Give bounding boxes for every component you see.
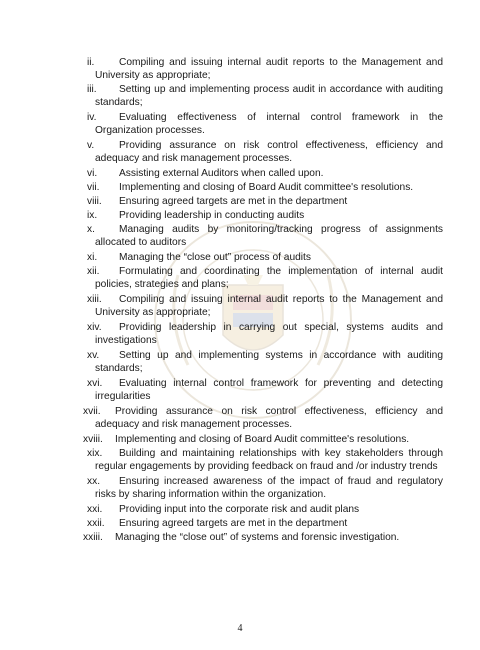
list-item: v. Providing assurance on risk control effectiveness, efficiency and adequacy and risk management processes. (87, 140, 443, 165)
list-item: xvii. Providing assurance on risk control effectiveness, efficiency and adequacy and risk management processes. (83, 406, 443, 431)
list-item: xv. Setting up and implementing systems in accordance with auditing standards; (87, 350, 443, 375)
list-item: iv. Evaluating effectiveness of internal control framework in the Organization processes. (87, 112, 443, 137)
page-number: 4 (237, 623, 243, 634)
list-item: iii. Setting up and implementing process audit in accordance with auditing standards; (87, 84, 443, 109)
list-item: viii. Ensuring agreed targets are met in the department (87, 196, 348, 207)
list-item: vi. Assisting external Auditors when called upon. (87, 168, 324, 179)
list-item: ix. Providing leadership in conducting audits (87, 210, 305, 221)
list-item: xxi. Providing input into the corporate risk and audit plans (87, 504, 360, 515)
list-item: xxii. Ensuring agreed targets are met in the department (87, 518, 348, 529)
list-item: xix. Building and maintaining relationships with key stakeholders through regular engagements by providing feedback on fraud and /or industry trends (87, 448, 443, 473)
list-item: vii. Implementing and closing of Board Audit committee's resolutions. (87, 182, 414, 193)
list-item: xiv. Providing leadership in carrying out special, systems audits and investigations (87, 322, 443, 347)
list-item: xii. Formulating and coordinating the implementation of internal audit policies, strategies and plans; (87, 266, 443, 291)
list-item: xi. Managing the “close out” process of audits (87, 252, 311, 263)
list-item: xvi. Evaluating internal control framework for preventing and detecting irregularities (87, 378, 443, 403)
list-item: x. Managing audits by monitoring/tracking progress of assignments allocated to auditors (87, 224, 443, 249)
list-item: xx. Ensuring increased awareness of the impact of fraud and regulatory risks by sharing information within the organization. (87, 476, 443, 501)
list-item: xiii. Compiling and issuing internal audit reports to the Management and University as appropriate; (87, 294, 443, 319)
list-item: xxiii. Managing the “close out” of systems and forensic investigation. (83, 532, 400, 543)
list-item: ii. Compiling and issuing internal audit reports to the Management and University as appropriate; (87, 57, 443, 82)
list-item: xviii. Implementing and closing of Board Audit committee's resolutions. (83, 434, 410, 445)
